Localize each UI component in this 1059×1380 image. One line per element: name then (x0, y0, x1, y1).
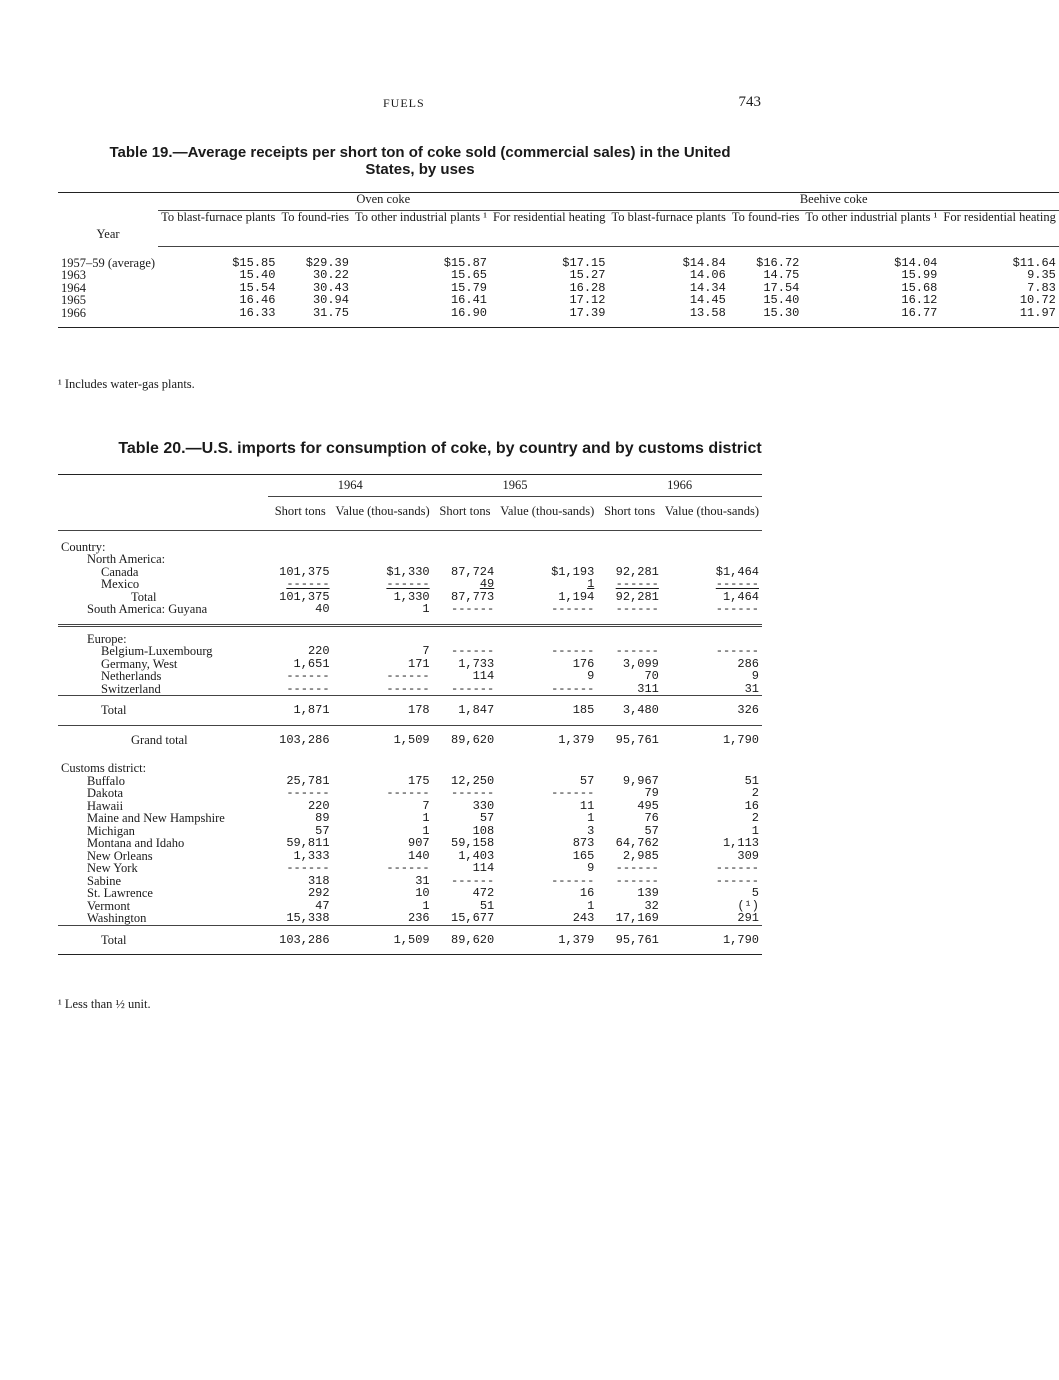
cell-value: 87,724 (451, 564, 495, 579)
row-year: 1966 (61, 305, 86, 320)
cell-value: ------ (715, 602, 759, 616)
cell-value: $14.04 (894, 255, 938, 270)
cell-value: ------ (615, 577, 659, 591)
row-label: Washington (87, 911, 147, 925)
row-label: South America: Guyana (87, 602, 208, 616)
cell-value: 1,379 (497, 725, 597, 754)
table19-group-row (58, 193, 1059, 211)
cell-value: 243 (572, 911, 595, 925)
row-label: Montana and Idaho (87, 836, 185, 850)
row-label: New Orleans (87, 848, 153, 863)
column-header: Short tons (268, 496, 333, 530)
cell-value: 49 (479, 577, 495, 591)
cell-value: 9 (587, 669, 595, 683)
cell-value: 15.27 (569, 268, 606, 282)
cell-value: 1 (587, 898, 595, 913)
cell-value: ------ (551, 681, 595, 696)
column-header: For residential heating (490, 210, 608, 246)
cell-value: 30.94 (312, 293, 349, 307)
cell-value: 175 (408, 773, 430, 788)
table19-footnote: ¹ Includes water-gas plants. (58, 377, 195, 391)
cell-value: 1,790 (662, 925, 762, 955)
cell-value: 25,781 (286, 773, 330, 788)
cell-value: 103,286 (268, 925, 333, 955)
row-label: Germany, West (101, 656, 178, 671)
year-1965: 1965 (433, 475, 598, 497)
cell-value: ------ (715, 861, 759, 875)
spacer-row (58, 530, 762, 541)
table19-stub-header: Year (96, 227, 120, 241)
running-header (0, 94, 913, 114)
row-year: 1957–59 (average) (61, 255, 156, 270)
column-header: Value (thou-sands) (333, 496, 433, 530)
column-header: To other industrial plants ¹ (352, 210, 490, 246)
cell-value: 7 (422, 644, 430, 658)
cell-value: ------ (551, 644, 595, 658)
table19-title: Table 19.—Average receipts per short ton of coke sold (commercial sales) in the United States, by uses (109, 144, 731, 178)
table20-title: Table 20.—U.S. imports for consumption of coke, by country and by customs district (118, 440, 762, 457)
table-row (58, 603, 762, 616)
row-year: 1963 (61, 268, 86, 282)
cell-value: 1,651 (293, 656, 330, 671)
cell-value: 873 (572, 836, 595, 850)
cell-value: ------ (286, 669, 330, 683)
cell-value: 1,403 (458, 848, 495, 863)
row-year: 1965 (61, 293, 86, 307)
table-row (58, 307, 1059, 328)
cell-value: 165 (572, 848, 595, 863)
cell-value: 30.22 (312, 268, 349, 282)
cell-value: $14.84 (682, 255, 726, 270)
cell-value: 15.40 (239, 268, 276, 282)
cell-value: 14.45 (689, 293, 726, 307)
cell-value: 1 (587, 811, 595, 825)
spacer-row (58, 754, 762, 762)
cell-value: 16.90 (450, 305, 487, 320)
cell-value: 185 (497, 696, 597, 726)
cell-value: ------ (286, 681, 330, 696)
cell-value: 16.28 (569, 280, 606, 295)
cell-value: 14.75 (763, 268, 800, 282)
cell-value: 95,761 (597, 925, 662, 955)
row-label: Mexico (101, 577, 140, 591)
cell-value: 1,733 (458, 656, 495, 671)
cell-value: 17.12 (569, 293, 606, 307)
section-label-row (58, 553, 762, 566)
cell-value: 79 (644, 786, 659, 800)
cell-value: 1 (422, 811, 430, 825)
cell-value: 59,158 (451, 836, 495, 850)
cell-value: 15.54 (239, 280, 276, 295)
cell-value: ------ (286, 786, 330, 800)
cell-value: ------ (715, 873, 759, 888)
cell-value: 92,281 (615, 564, 659, 579)
cell-value: 76 (644, 811, 659, 825)
column-header: To blast-furnace plants (158, 210, 278, 246)
cell-value: 114 (472, 861, 495, 875)
cell-value: 10 (415, 886, 430, 900)
cell-value: 16.46 (239, 293, 276, 307)
row-label: New York (87, 861, 138, 875)
row-label: St. Lawrence (87, 886, 153, 900)
cell-value: 47 (315, 898, 330, 913)
cell-value: 1,847 (433, 696, 498, 726)
cell-value: 16.77 (901, 305, 938, 320)
cell-value: 40 (315, 602, 330, 616)
cell-value: 9 (751, 669, 759, 683)
cell-value: 31.75 (312, 305, 349, 320)
section-label-row (58, 762, 762, 775)
cell-value: ------ (615, 602, 659, 616)
cell-value: ------ (386, 786, 430, 800)
cell-value: 14.34 (689, 280, 726, 295)
table20-stub-blank (58, 475, 268, 497)
cell-value: 7 (422, 798, 430, 813)
row-label: Canada (101, 564, 139, 579)
cell-value: 1,379 (497, 925, 597, 955)
table-row (58, 670, 762, 683)
table-row (58, 578, 762, 591)
cell-value: 472 (472, 886, 495, 900)
table-row (58, 787, 762, 800)
cell-value: 17.54 (763, 280, 800, 295)
cell-value: $1,464 (715, 564, 759, 579)
cell-value: 57 (644, 823, 659, 838)
cell-value: ------ (615, 873, 659, 888)
row-label: Total (131, 589, 157, 604)
cell-value: 291 (737, 911, 759, 925)
cell-value: 176 (572, 656, 595, 671)
cell-value: 318 (307, 873, 330, 888)
table-row (58, 912, 762, 925)
cell-value: 11.97 (1019, 305, 1056, 320)
page-number: 743 (738, 94, 761, 110)
cell-value: ------ (451, 681, 495, 696)
row-label: Switzerland (101, 681, 161, 696)
table20-column-headers (58, 496, 762, 530)
cell-value: 89,620 (433, 725, 498, 754)
table-row (58, 645, 762, 658)
column-header: Value (thou-sands) (497, 496, 597, 530)
cell-value: 15,677 (451, 911, 495, 925)
cell-value: 32 (644, 898, 659, 913)
row-label: Hawaii (87, 798, 124, 813)
cell-value: 495 (637, 798, 659, 813)
cell-value: $15.85 (232, 255, 276, 270)
cell-value: 1,330 (393, 589, 430, 604)
cell-value: 326 (662, 696, 762, 726)
cell-value: 15.99 (901, 268, 938, 282)
cell-value: 17,169 (615, 911, 659, 925)
cell-value: 1,871 (268, 696, 333, 726)
cell-value: 114 (472, 669, 495, 683)
group-oven-coke: Oven coke (158, 193, 608, 211)
cell-value: 1,509 (333, 925, 433, 955)
cell-value: 59,811 (286, 836, 330, 850)
cell-value: 16 (744, 798, 759, 813)
cell-value: $1,330 (386, 564, 430, 579)
spacer-row (58, 616, 762, 626)
cell-value: 89 (315, 811, 330, 825)
cell-value: ------ (386, 861, 430, 875)
column-header: To blast-furnace plants (608, 210, 728, 246)
row-label: Grand total (58, 725, 268, 754)
cell-value: 1,509 (333, 725, 433, 754)
cell-value: 92,281 (615, 589, 659, 604)
cell-value: 103,286 (268, 725, 333, 754)
row-label: Michigan (87, 823, 135, 838)
cell-value: 1 (751, 823, 759, 838)
column-header: For residential heating (940, 210, 1058, 246)
total-row (58, 925, 762, 955)
row-label: Vermont (87, 898, 131, 913)
cell-value: 15.65 (450, 268, 487, 282)
cell-value: 286 (737, 656, 759, 671)
cell-value: 140 (408, 848, 430, 863)
cell-value: 15,338 (286, 911, 330, 925)
cell-value: 171 (408, 656, 430, 671)
section-label-row (58, 625, 762, 645)
total-row (58, 696, 762, 726)
cell-value: ------ (551, 602, 595, 616)
cell-value: 16.41 (450, 293, 487, 307)
column-header: To found-ries (729, 210, 803, 246)
row-label: Total (58, 925, 268, 955)
row-label: Sabine (87, 873, 122, 888)
row-label: Total (58, 696, 268, 726)
cell-value: 1,113 (722, 836, 759, 850)
cell-value: 292 (307, 886, 330, 900)
cell-value: ------ (551, 873, 595, 888)
cell-value: 10.72 (1019, 293, 1056, 307)
cell-value: 1,194 (558, 589, 595, 604)
table20-year-row (58, 475, 762, 497)
cell-value: 16.33 (239, 305, 276, 320)
table19-column-headers (58, 210, 1059, 246)
cell-value: 64,762 (615, 836, 659, 850)
row-year: 1964 (61, 280, 86, 295)
cell-value: 9,967 (622, 773, 659, 788)
cell-value: ------ (551, 786, 595, 800)
cell-value: ------ (451, 644, 495, 658)
table-row (58, 887, 762, 900)
cell-value: 51 (479, 898, 495, 913)
cell-value: 15.68 (901, 280, 938, 295)
row-label: Dakota (87, 786, 124, 800)
table-row (58, 683, 762, 696)
cell-value: 57 (315, 823, 330, 838)
cell-value: 12,250 (451, 773, 495, 788)
cell-value: ------ (615, 861, 659, 875)
year-1964: 1964 (268, 475, 433, 497)
cell-value: ------ (451, 786, 495, 800)
table19 (58, 192, 1059, 328)
cell-value: 178 (333, 696, 433, 726)
cell-value: 236 (408, 911, 430, 925)
cell-value: 101,375 (279, 564, 330, 579)
cell-value: 1 (422, 602, 430, 616)
cell-value: 16 (579, 886, 595, 900)
cell-value: 31 (415, 873, 430, 888)
cell-value: 101,375 (279, 589, 330, 604)
cell-value: 2 (751, 811, 759, 825)
cell-value: 1,790 (662, 725, 762, 754)
table20 (58, 474, 762, 955)
cell-value: 3,480 (597, 696, 662, 726)
cell-value: 2 (751, 786, 759, 800)
cell-value: ------ (286, 577, 330, 591)
label-north-america: North America: (87, 552, 166, 566)
cell-value: $1,193 (551, 564, 595, 579)
cell-value: 7.83 (1027, 280, 1056, 295)
cell-value: 220 (307, 798, 330, 813)
cell-value: 330 (472, 798, 495, 813)
cell-value: 87,773 (451, 589, 495, 604)
label-customs-district: Customs district: (61, 761, 147, 775)
cell-value: 1,464 (722, 589, 759, 604)
cell-value: 5 (751, 886, 759, 900)
cell-value: ------ (286, 861, 330, 875)
column-header: Value (thou-sands) (662, 496, 762, 530)
cell-value: 2,985 (622, 848, 659, 863)
table20-stub-header (58, 496, 268, 530)
row-label: Netherlands (101, 669, 162, 683)
column-header: Short tons (597, 496, 662, 530)
cell-value: 31 (744, 681, 759, 696)
cell-value: $11.64 (1012, 255, 1056, 270)
cell-value: ------ (451, 602, 495, 616)
cell-value: (¹) (737, 898, 759, 913)
cell-value: ------ (386, 681, 430, 696)
cell-value: 311 (637, 681, 659, 696)
table-row (58, 246, 1059, 269)
cell-value: 1 (587, 577, 595, 591)
cell-value: 89,620 (433, 925, 498, 955)
cell-value: 15.30 (763, 305, 800, 320)
cell-value: ------ (715, 644, 759, 658)
cell-value: 17.39 (569, 305, 606, 320)
table-row (58, 862, 762, 875)
cell-value: 3,099 (622, 656, 659, 671)
table-row (58, 837, 762, 850)
cell-value: ------ (386, 577, 430, 591)
table-row (58, 269, 1059, 282)
cell-value: ------ (386, 669, 430, 683)
cell-value: ------ (615, 644, 659, 658)
cell-value: 51 (744, 773, 759, 788)
column-header: Short tons (433, 496, 498, 530)
cell-value: 13.58 (689, 305, 726, 320)
cell-value: $29.39 (305, 255, 349, 270)
cell-value: $17.15 (562, 255, 606, 270)
section-title: FUELS (383, 96, 425, 110)
cell-value: 9 (587, 861, 595, 875)
cell-value: 57 (479, 811, 495, 825)
label-europe: Europe: (58, 625, 762, 645)
cell-value: ------ (451, 873, 495, 888)
table20-footnote: ¹ Less than ½ unit. (58, 997, 151, 1011)
label-country: Country: (61, 539, 106, 554)
cell-value: 907 (408, 836, 430, 850)
cell-value: $15.87 (443, 255, 487, 270)
row-label: Belgium-Luxembourg (101, 644, 213, 658)
cell-value: $16.72 (756, 255, 800, 270)
cell-value: 309 (737, 848, 759, 863)
year-1966: 1966 (597, 475, 762, 497)
cell-value: 16.12 (901, 293, 938, 307)
cell-value: 14.06 (689, 268, 726, 282)
cell-value: 3 (587, 823, 595, 838)
cell-value: 70 (644, 669, 659, 683)
cell-value: 11 (579, 798, 595, 813)
cell-value: 220 (307, 644, 330, 658)
table-row (58, 294, 1059, 307)
cell-value: ------ (715, 577, 759, 591)
grand-total-row (58, 725, 762, 754)
row-label: Buffalo (87, 773, 125, 788)
column-header: To found-ries (278, 210, 352, 246)
cell-value: 1 (422, 823, 430, 838)
table-row (58, 812, 762, 825)
cell-value: 1,333 (293, 848, 330, 863)
cell-value: 15.79 (450, 280, 487, 295)
cell-value: 9.35 (1027, 268, 1056, 282)
group-beehive-coke: Beehive coke (608, 193, 1058, 211)
cell-value: 57 (579, 773, 595, 788)
cell-value: 95,761 (597, 725, 662, 754)
cell-value: 30.43 (312, 280, 349, 295)
cell-value: 139 (637, 886, 659, 900)
cell-value: 108 (472, 823, 495, 838)
row-label: Maine and New Hampshire (87, 811, 225, 825)
cell-value: 15.40 (763, 293, 800, 307)
cell-value: 1 (422, 898, 430, 913)
column-header: To other industrial plants ¹ (802, 210, 940, 246)
